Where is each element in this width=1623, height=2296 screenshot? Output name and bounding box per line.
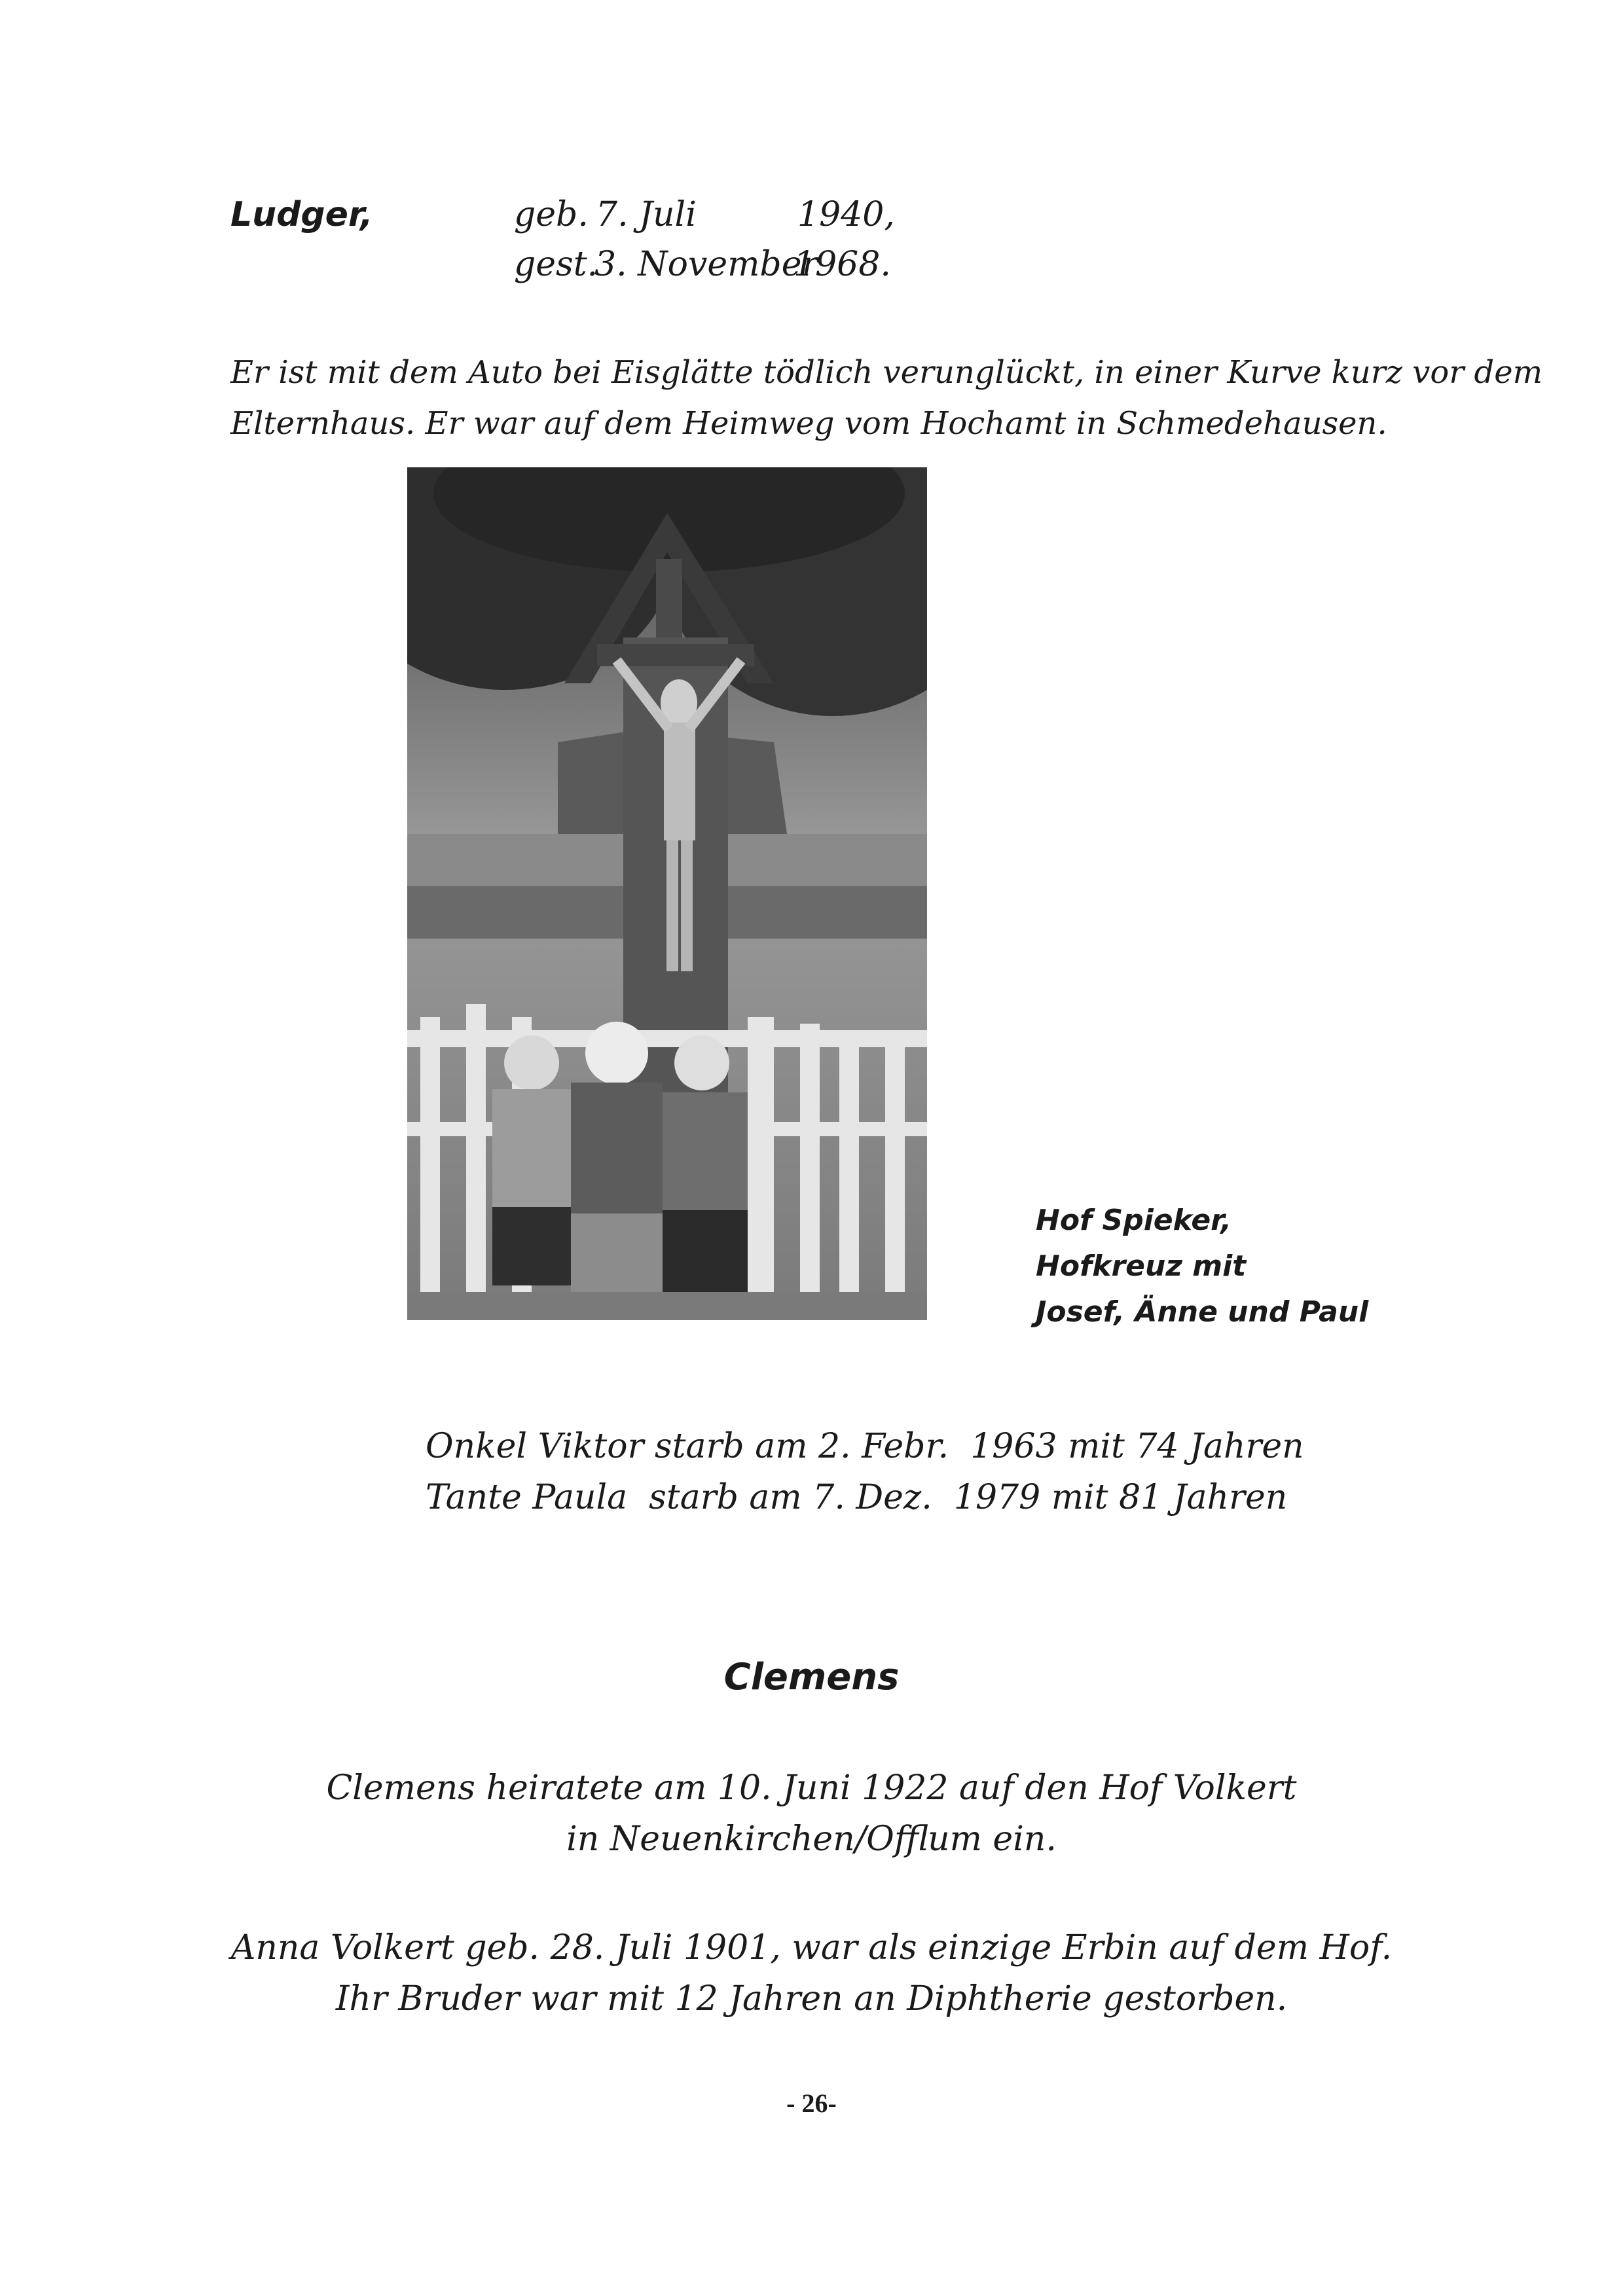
died-year: 1968.	[793, 245, 891, 284]
clemens-para1-line1: Clemens heiratete am 10. Juni 1922 auf den Hof Volkert	[326, 1768, 1297, 1808]
clemens-para2-line2: Ihr Bruder war mit 12 Jahren an Diphtherie gestorben.	[335, 1979, 1288, 2018]
accident-line-1: Er ist mit dem Auto bei Eisglätte tödlich verunglückt, in einer Kurve kurz vor dem	[230, 354, 1543, 391]
page-number: - 26-	[786, 2089, 837, 2118]
born-year: 1940,	[797, 195, 895, 234]
accident-line-2: Elternhaus. Er war auf dem Heimweg vom Hochamt in Schmedehausen.	[230, 405, 1387, 442]
photo-hofkreuz	[407, 467, 927, 1320]
born-date: 7. Juli	[596, 195, 697, 234]
caption-line-1: Hof Spieker,	[1036, 1204, 1232, 1237]
caption-line-3: Josef, Änne und Paul	[1036, 1295, 1369, 1329]
clemens-para2-line1: Anna Volkert geb. 28. Juli 1901, war als einzige Erbin auf dem Hof.	[230, 1928, 1393, 1967]
relatives-line-1: Onkel Viktor starb am 2. Febr. 1963 mit 74 Jahren	[426, 1427, 1304, 1466]
person-name-ludger: Ludger,	[230, 195, 373, 234]
caption-line-2: Hofkreuz mit	[1036, 1249, 1247, 1283]
born-label: geb.	[514, 195, 589, 234]
died-date: 3. November	[594, 245, 818, 284]
photo-hofkreuz-illustration	[407, 467, 927, 1320]
section-heading-clemens: Clemens	[723, 1656, 900, 1698]
clemens-para1-line2: in Neuenkirchen/Offlum ein.	[566, 1820, 1057, 1859]
relatives-line-2: Tante Paula starb am 7. Dez. 1979 mit 81 Jahren	[426, 1478, 1288, 1517]
died-label: gest.	[514, 245, 598, 284]
